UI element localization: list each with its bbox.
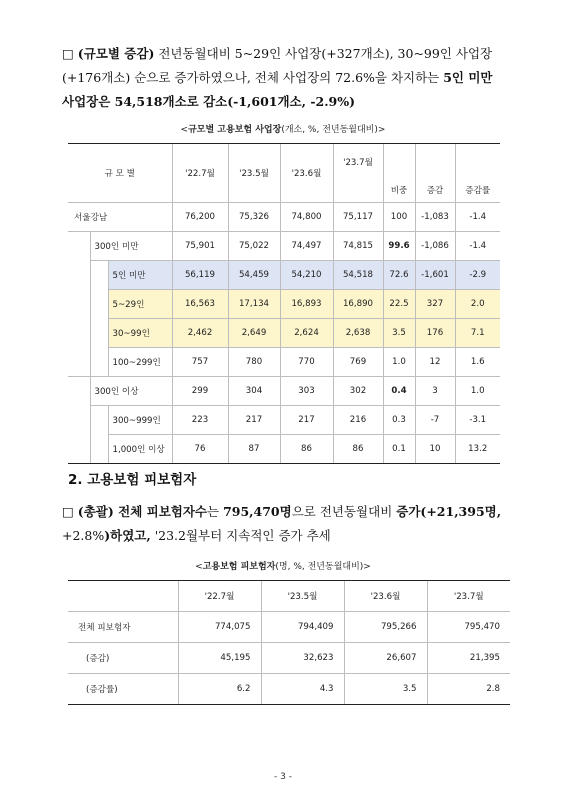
cell: 76,200: [172, 203, 228, 232]
header-share: 비중: [383, 144, 415, 203]
cell: 216: [333, 406, 383, 435]
cell: -1.4: [455, 232, 500, 261]
header-month: '23.7월: [333, 144, 383, 203]
cell: 757: [172, 348, 228, 377]
cell: 17,134: [228, 290, 280, 319]
cell: -1.4: [455, 203, 500, 232]
header-month: '23.6월: [344, 581, 427, 612]
table-row: [68, 612, 510, 643]
cell: 0.1: [383, 435, 415, 464]
cell: 22.5: [383, 290, 415, 319]
cell: 54,459: [228, 261, 280, 290]
cell: -1,083: [415, 203, 455, 232]
table-row: [68, 290, 500, 319]
cell: 100: [383, 203, 415, 232]
cell: 13.2: [455, 435, 500, 464]
header-change: 증감: [415, 144, 455, 203]
cell: -1,601: [415, 261, 455, 290]
header-month: '23.5월: [261, 581, 344, 612]
cell: -3.1: [455, 406, 500, 435]
cell: 86: [280, 435, 333, 464]
cell: 223: [172, 406, 228, 435]
cell: 74,497: [280, 232, 333, 261]
para1-text: 전년동월대비 5~29인 사업장(+327개소), 30~99인 사업장(+176개소) 순으로 증가하였으나, 전체 사업장의 72.6%을 차지하는: [62, 46, 493, 85]
insured-summary-paragraph: [62, 500, 504, 548]
cell: 2,624: [280, 319, 333, 348]
cell: 0.4: [383, 377, 415, 406]
cell: 32,623: [261, 643, 344, 674]
section-heading: 2. 고용보험 피보험자: [68, 472, 197, 488]
cell: 299: [172, 377, 228, 406]
cell: -2.9: [455, 261, 500, 290]
table-row: [68, 406, 500, 435]
table-row: [68, 435, 500, 464]
cell: 780: [228, 348, 280, 377]
table-row: [68, 377, 500, 406]
cell: 75,117: [333, 203, 383, 232]
table2-caption-title: 고용보험 피보험자: [202, 562, 276, 572]
para1-emphasis: 5인 미만 사업장은 54,518개소로 감소(-1,601개소, -2.9%): [62, 70, 493, 109]
table2-caption: <고용보험 피보험자(명, %, 전년동월대비)>: [195, 562, 371, 572]
page-number: - 3 -: [274, 772, 292, 782]
cell: -1,086: [415, 232, 455, 261]
workplace-size-table: [68, 143, 500, 464]
table-row: [68, 348, 500, 377]
cell: 304: [228, 377, 280, 406]
row-label: 서울강남: [68, 203, 172, 232]
cell: 1.0: [455, 377, 500, 406]
cell: 4.3: [261, 674, 344, 705]
table-row: [68, 232, 500, 261]
para2-text: 으로 전년동월대비: [291, 504, 397, 519]
table1-caption-title: 규모별 고용보험 사업장: [188, 125, 282, 135]
cell: 327: [415, 290, 455, 319]
cell: 12: [415, 348, 455, 377]
cell: 76: [172, 435, 228, 464]
cell: 75,901: [172, 232, 228, 261]
cell: 774,075: [178, 612, 261, 643]
cell: 3.5: [383, 319, 415, 348]
cell: 10: [415, 435, 455, 464]
para1-lead: (규모별 증감): [77, 46, 155, 61]
table-row: [68, 674, 510, 705]
cell: 176: [415, 319, 455, 348]
table2-header-row: [68, 581, 510, 612]
row-label: 300인 미만: [90, 232, 172, 261]
row-label: (증감률): [68, 674, 178, 705]
cell: 2,462: [172, 319, 228, 348]
header-month: '23.5월: [228, 144, 280, 203]
cell: 1.6: [455, 348, 500, 377]
para2-text: '23.2월부터 지속적인 증가 추세: [150, 528, 331, 543]
cell: 1.0: [383, 348, 415, 377]
cell: 302: [333, 377, 383, 406]
cell: 99.6: [383, 232, 415, 261]
checkbox-glyph: □: [62, 504, 74, 519]
row-label: 전체 피보험자: [68, 612, 178, 643]
cell: 769: [333, 348, 383, 377]
header-month: '23.6월: [280, 144, 333, 203]
row-label: (증감): [68, 643, 178, 674]
row-label: 300~999인: [108, 406, 172, 435]
para2-bold: (총괄) 전체 피보험자수: [77, 504, 208, 519]
row-label: 5인 미만: [108, 261, 172, 290]
table-row: [68, 643, 510, 674]
para2-text: 는: [207, 504, 224, 519]
table-row: [68, 203, 500, 232]
cell: 56,119: [172, 261, 228, 290]
size-change-paragraph: [62, 42, 504, 114]
cell: 795,470: [427, 612, 510, 643]
cell: 87: [228, 435, 280, 464]
cell: 54,518: [333, 261, 383, 290]
cell: 2,649: [228, 319, 280, 348]
row-label: 30~99인: [108, 319, 172, 348]
row-label: 1,000인 이상: [108, 435, 172, 464]
para2-bold: 증가(+21,395명,: [396, 504, 502, 519]
cell: 86: [333, 435, 383, 464]
para2-bold: )하였고,: [104, 528, 151, 543]
header-rate: 증감률: [455, 144, 500, 203]
insured-persons-table: [68, 580, 510, 705]
cell: 16,890: [333, 290, 383, 319]
cell: 75,022: [228, 232, 280, 261]
cell: -7: [415, 406, 455, 435]
cell: 770: [280, 348, 333, 377]
cell: 217: [280, 406, 333, 435]
table-row: [68, 319, 500, 348]
cell: 75,326: [228, 203, 280, 232]
header-size: 규 모 별: [68, 144, 172, 203]
row-label: 5~29인: [108, 290, 172, 319]
header-month: '22.7월: [172, 144, 228, 203]
header-month: '22.7월: [178, 581, 261, 612]
cell: 45,195: [178, 643, 261, 674]
cell: 74,815: [333, 232, 383, 261]
cell: 16,893: [280, 290, 333, 319]
cell: 303: [280, 377, 333, 406]
checkbox-glyph: □: [62, 46, 74, 61]
cell: 795,266: [344, 612, 427, 643]
cell: 2,638: [333, 319, 383, 348]
row-label: 100~299인: [108, 348, 172, 377]
cell: 54,210: [280, 261, 333, 290]
cell: 6.2: [178, 674, 261, 705]
para2-bold: 795,470명: [223, 504, 292, 519]
table1-header-row: [68, 144, 500, 203]
cell: 2.0: [455, 290, 500, 319]
para2-text: +2.8%: [62, 528, 105, 543]
cell: 0.3: [383, 406, 415, 435]
cell: 26,607: [344, 643, 427, 674]
row-label: 300인 이상: [90, 377, 172, 406]
cell: 74,800: [280, 203, 333, 232]
table1-caption: <규모별 고용보험 사업장(개소, %, 전년동월대비)>: [180, 125, 386, 135]
table-row: [68, 261, 500, 290]
cell: 3.5: [344, 674, 427, 705]
cell: 3: [415, 377, 455, 406]
cell: 2.8: [427, 674, 510, 705]
header-month: '23.7월: [427, 581, 510, 612]
cell: 72.6: [383, 261, 415, 290]
cell: 21,395: [427, 643, 510, 674]
cell: 217: [228, 406, 280, 435]
cell: 794,409: [261, 612, 344, 643]
cell: 7.1: [455, 319, 500, 348]
cell: 16,563: [172, 290, 228, 319]
